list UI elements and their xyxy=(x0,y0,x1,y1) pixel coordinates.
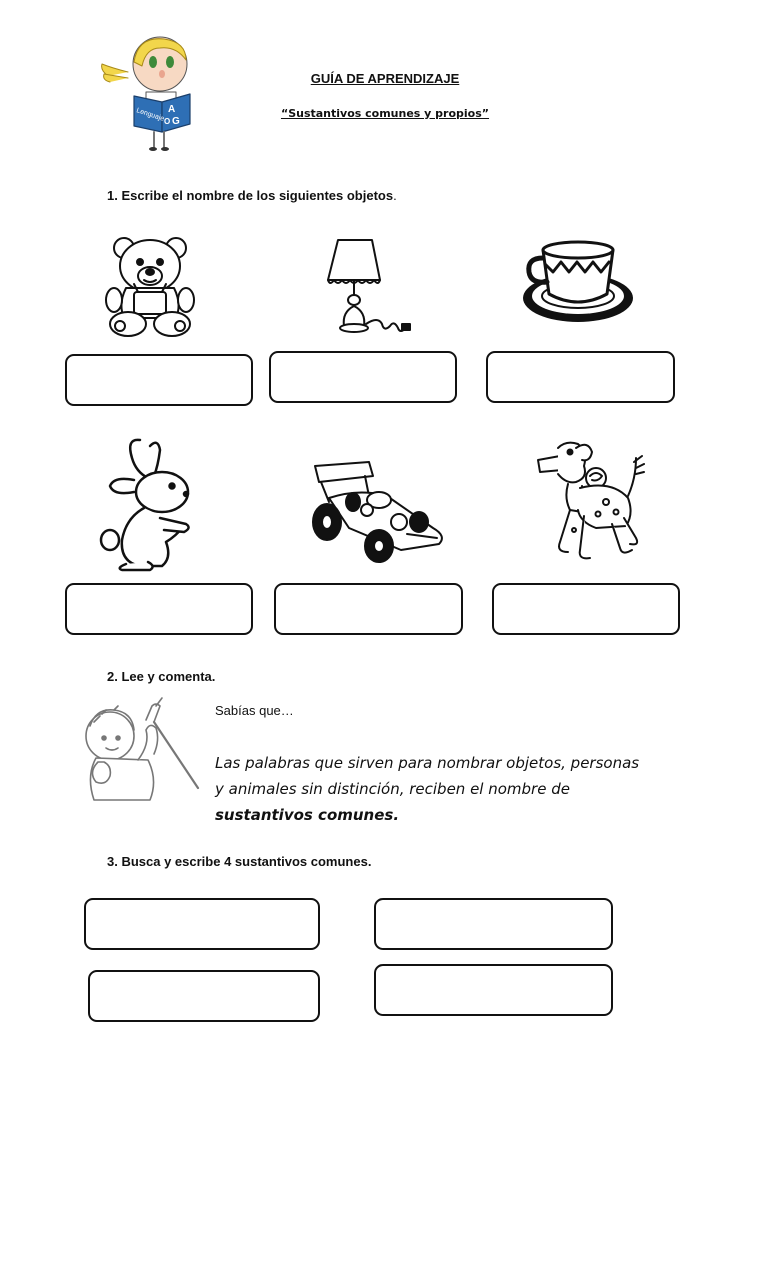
boy-painter-icon xyxy=(80,696,206,808)
answer-box-5[interactable] xyxy=(274,583,463,635)
dog-icon xyxy=(536,438,648,566)
svg-text:Lenguaje: Lenguaje xyxy=(135,107,165,123)
rabbit-icon xyxy=(96,436,196,572)
sabias-que-label: Sabías que… xyxy=(215,703,294,718)
page-subtitle: “Sustantivos comunes y propios” xyxy=(280,107,490,120)
svg-text:A: A xyxy=(168,104,176,115)
answer-box-2[interactable] xyxy=(269,351,457,403)
definition-paragraph: Las palabras que sirven para nombrar objetos, personas y animales sin distinción, reciben el nombre de sustantivos comunes. xyxy=(215,754,640,824)
noun-box-3[interactable] xyxy=(88,970,320,1022)
answer-box-3[interactable] xyxy=(486,351,675,403)
cup-icon xyxy=(521,240,635,326)
answer-box-1[interactable] xyxy=(65,354,253,406)
girl-reading-icon xyxy=(98,36,198,154)
section2-heading: 2. Lee y comenta. xyxy=(107,669,216,684)
answer-box-4[interactable] xyxy=(65,583,253,635)
section1-heading: 1. Escribe el nombre de los siguientes objetos. xyxy=(107,188,397,203)
page-title: GUÍA DE APRENDIZAJE xyxy=(310,71,460,86)
lamp-icon xyxy=(322,236,414,340)
noun-box-2[interactable] xyxy=(374,898,613,950)
noun-box-1[interactable] xyxy=(84,898,320,950)
svg-text:G: G xyxy=(172,116,180,127)
svg-text:O: O xyxy=(164,117,171,126)
definition-bold-term: sustantivos comunes. xyxy=(215,806,400,824)
noun-box-4[interactable] xyxy=(374,964,613,1016)
answer-box-6[interactable] xyxy=(492,583,680,635)
teddy-bear-icon xyxy=(104,234,198,340)
section3-heading: 3. Busca y escribe 4 sustantivos comunes. xyxy=(107,854,372,869)
race-car-icon xyxy=(309,458,449,566)
